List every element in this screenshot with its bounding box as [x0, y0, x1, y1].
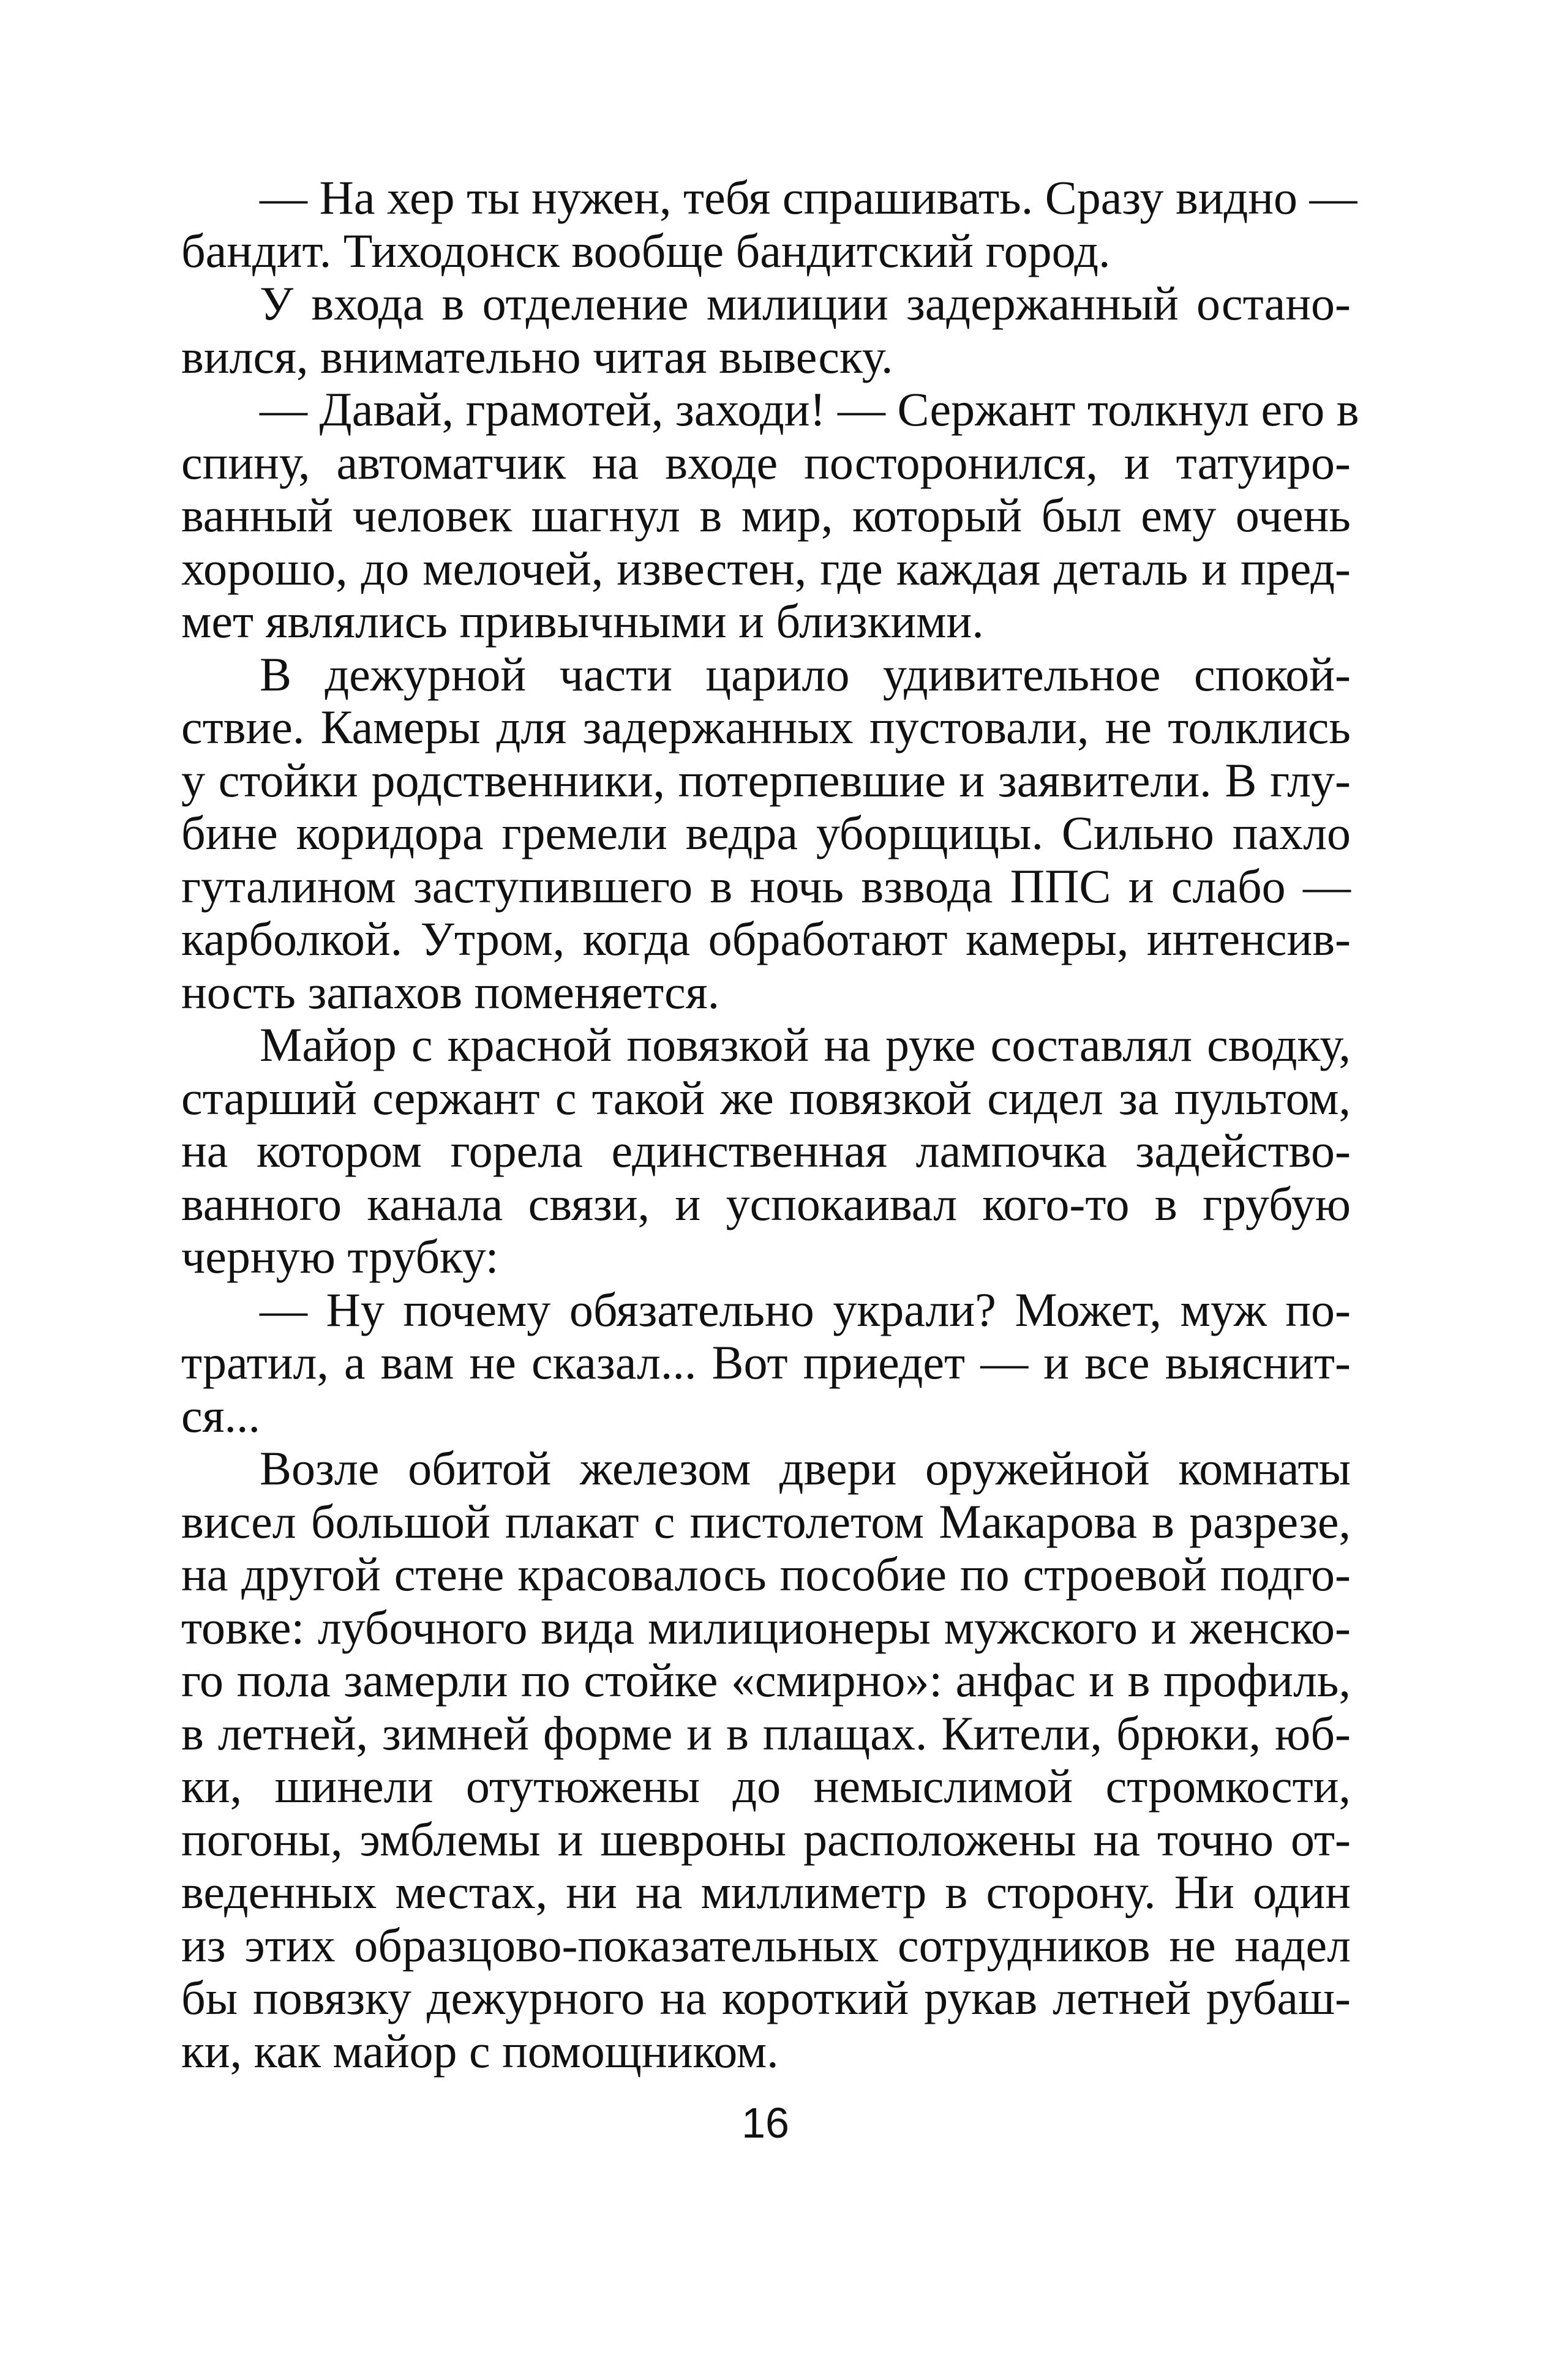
text-line: у стойки родственники, потерпевшие и заявители. В глу-: [181, 753, 1351, 807]
text-line: — Давай, грамотей, заходи! — Сержант толкнул его в: [260, 383, 1359, 436]
text-line: В дежурной части царило удивительное спокой-: [260, 647, 1351, 701]
text-line: — Ну почему обязательно украли? Может, муж по-: [260, 1282, 1351, 1336]
text-line: ки, как майор с помощником.: [181, 2024, 779, 2078]
text-line: мет являлись привычными и близкими.: [181, 594, 984, 648]
text-line: ность запахов поменяется.: [181, 965, 720, 1019]
text-line: вился, внимательно читая вывеску.: [181, 329, 893, 383]
text-line: — На хер ты нужен, тебя спрашивать. Сразу видно —: [260, 171, 1357, 224]
text-line: в летней, зимней форме и в плащах. Кители, брюки, юб-: [181, 1706, 1351, 1760]
text-line: Майор с красной повязкой на руке составлял сводку,: [260, 1018, 1351, 1071]
text-line: бандит. Тиходонск вообще бандитский город.: [181, 223, 1111, 277]
text-line: тратил, а вам не сказал... Вот приедет — и все выяснит-: [181, 1336, 1351, 1389]
text-line: веденных местах, ни на миллиметр в сторону. Ни один: [181, 1865, 1351, 1918]
text-line: бы повязку дежурного на короткий рукав летней рубаш-: [181, 1971, 1351, 2024]
text-line: ствие. Камеры для задержанных пустовали, не толклись: [181, 700, 1351, 754]
body-text: [181, 171, 1359, 2078]
text-line: хорошо, до мелочей, известен, где каждая деталь и пред-: [181, 541, 1351, 595]
text-line: ки, шинели отутюжены до немыслимой стромкости,: [181, 1759, 1351, 1813]
text-line: карболкой. Утром, когда обработают камеры, интенсив-: [181, 912, 1351, 965]
text-line: ванного канала связи, и успокаивал кого-то в грубую: [181, 1177, 1351, 1230]
text-line: го пола замерли по стойке «смирно»: анфас и в профиль,: [181, 1653, 1351, 1707]
text-line: гуталином заступившего в ночь взвода ППС и слабо —: [181, 859, 1351, 913]
text-line: бине коридора гремели ведра уборщицы. Сильно пахло: [181, 806, 1351, 859]
text-line: товке: лубочного вида милиционеры мужского и женско-: [181, 1600, 1351, 1654]
text-line: У входа в отделение милиции задержанный остано-: [260, 277, 1351, 330]
text-line: ванный человек шагнул в мир, который был ему очень: [181, 488, 1351, 542]
page-number: 16: [741, 2099, 789, 2147]
text-line: висел большой плакат с пистолетом Макарова в разрезе,: [181, 1494, 1351, 1548]
text-line: погоны, эмблемы и шевроны расположены на точно от-: [181, 1812, 1351, 1866]
text-line: старший сержант с такой же повязкой сидел за пультом,: [181, 1071, 1351, 1125]
text-line: черную трубку:: [181, 1230, 499, 1283]
text-line: на котором горела единственная лампочка задейство-: [181, 1124, 1351, 1177]
text-line: из этих образцово-показательных сотрудников не надел: [181, 1918, 1351, 1972]
text-line: спину, автоматчик на входе посторонился, и татуиро-: [181, 435, 1351, 489]
text-line: на другой стене красовалось пособие по строевой подго-: [181, 1547, 1351, 1601]
text-line: Возле обитой железом двери оружейной комнаты: [260, 1442, 1351, 1495]
text-line: ся...: [181, 1388, 260, 1442]
